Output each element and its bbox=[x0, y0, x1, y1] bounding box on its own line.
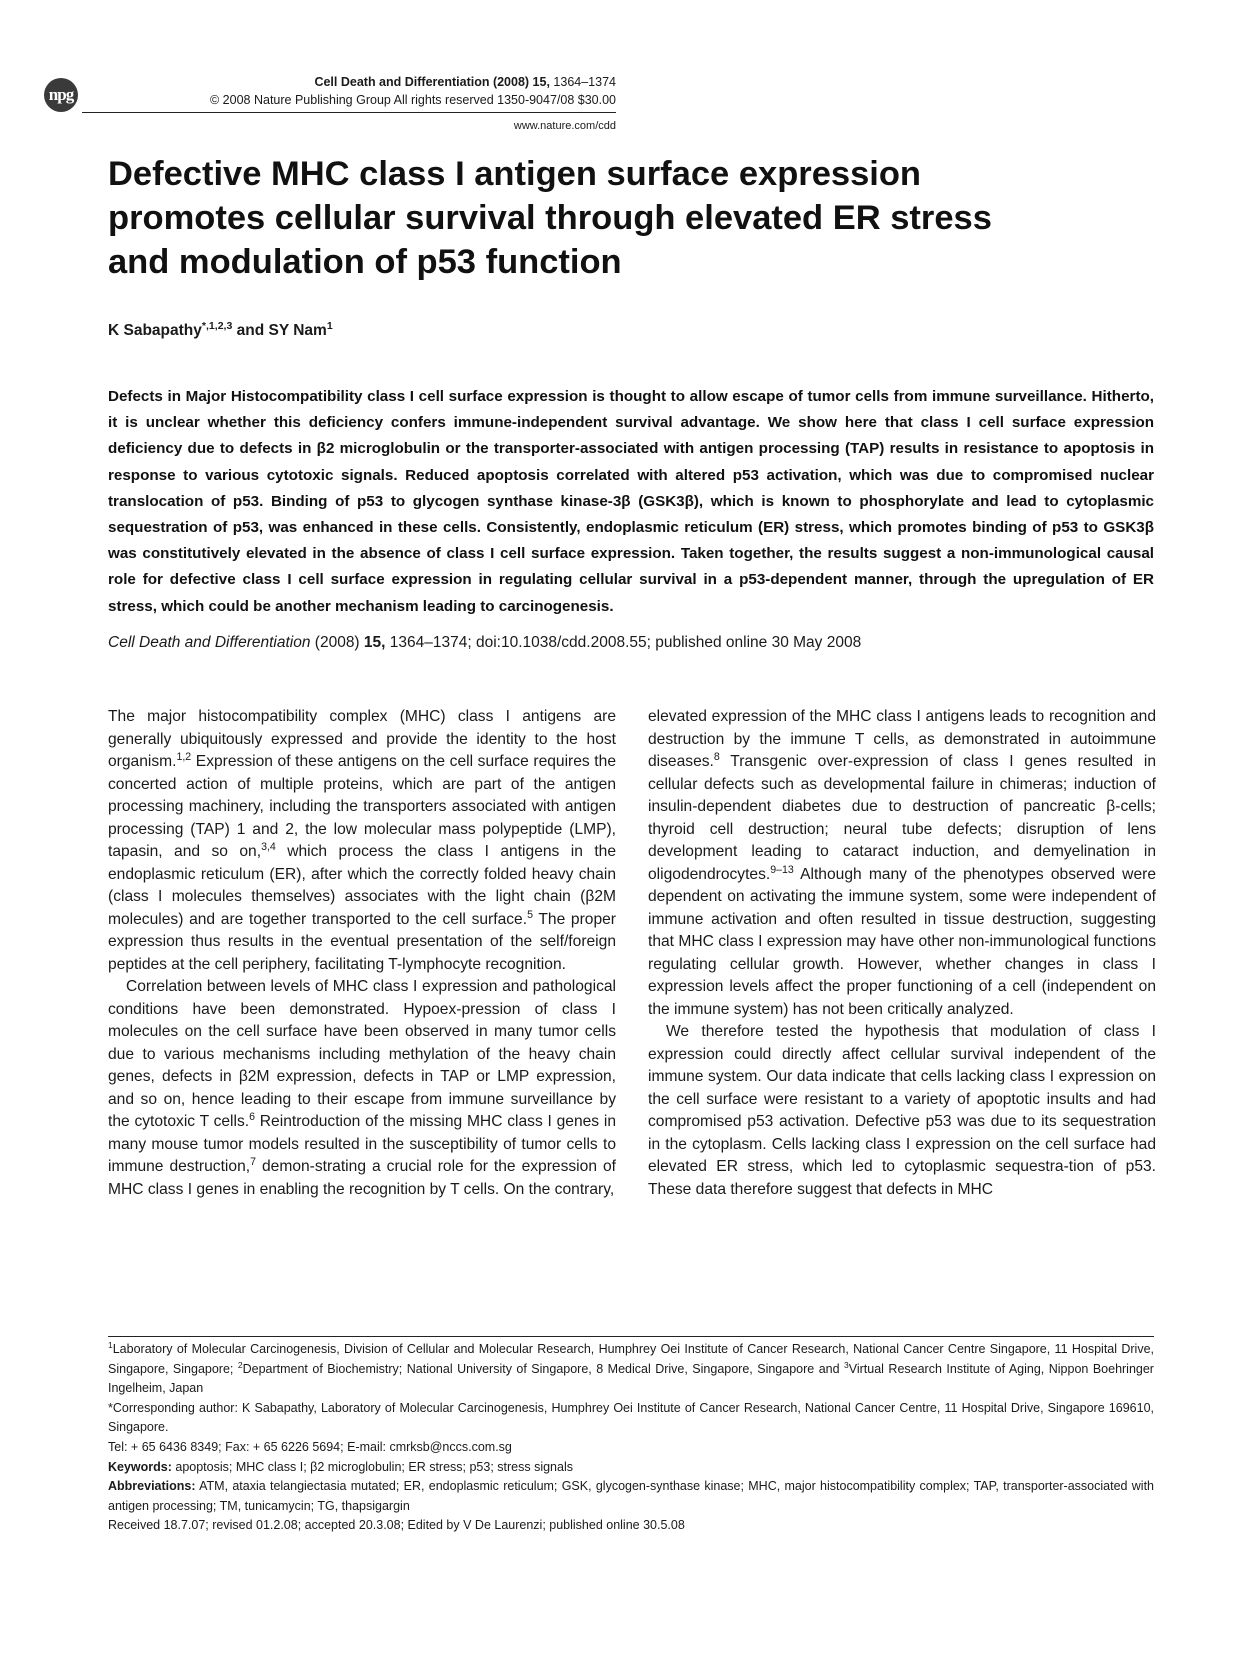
footnotes bbox=[108, 1340, 1154, 1536]
text-run: Virtual Research Institute of Aging, Nippon Boehringer Ingelheim, Japan bbox=[108, 1361, 1154, 1396]
author-separator: and bbox=[232, 322, 269, 339]
citation-journal: Cell Death and Differentiation bbox=[108, 634, 311, 651]
text-run: The proper expression thus results in the eventual presentation of the self/foreign peptides at the cell periphery, facilitating T-lymphocyte recognition. bbox=[108, 910, 616, 973]
reference-marker: 1,2 bbox=[176, 750, 192, 763]
reference-marker: 3,4 bbox=[261, 840, 276, 853]
author-affiliation-marker: 1 bbox=[326, 319, 333, 332]
footnote-label: Abbreviations: bbox=[108, 1479, 196, 1494]
text-run: Department of Biochemistry; National University of Singapore, 8 Medical Drive, Singapore, Singapore and bbox=[242, 1361, 845, 1376]
text-run: Tel: + 65 6436 8349; Fax: + 65 6226 5694; E-mail: cmrksb@nccs.com.sg bbox=[108, 1439, 512, 1454]
reference-marker: 3 bbox=[844, 1359, 849, 1370]
body-column-left bbox=[108, 706, 616, 1201]
footnote-paragraph bbox=[108, 1399, 1154, 1438]
text-run: Reintroduction of the missing MHC class I genes in many mouse tumor models resulted in the susceptibility of tumor cells to immune destruction, bbox=[108, 1113, 616, 1175]
text-run: Correlation between levels of MHC class I expression and pathological conditions have been demonstrated. Hypoex-pression of class I molecules on the cell surface have been observed in many tumor cells due to various mechanisms including methylation of the heavy chain genes, defects in β2M expression, defects in TAP or LMP expression, and so on, hence leading to their escape from immune surveillance by the cytotoxic T cells. bbox=[108, 978, 616, 1130]
text-run: Laboratory of Molecular Carcinogenesis, Division of Cellular and Molecular Research, Humphrey Oei Institute of Cancer Research, National Cancer Centre Singapore, 11 Hospital Drive, Singapore, Singapore; bbox=[108, 1342, 1154, 1376]
footnote-paragraph bbox=[108, 1438, 1154, 1458]
article-title bbox=[108, 152, 1158, 284]
reference-marker: 5 bbox=[527, 908, 533, 921]
text-run: Received 18.7.07; revised 01.2.08; accepted 20.3.08; Edited by V De Laurenzi; published online 30.5.08 bbox=[108, 1518, 685, 1533]
reference-marker: 1 bbox=[108, 1339, 113, 1350]
author-list bbox=[108, 319, 333, 340]
header-rule bbox=[82, 112, 616, 113]
copyright-notice: © 2008 Nature Publishing Group All rights reserved 1350-9047/08 $30.00 bbox=[210, 93, 616, 107]
citation-line bbox=[108, 634, 861, 652]
page-range: 1364–1374 bbox=[553, 75, 616, 89]
author-affiliation-marker: *,1,2,3 bbox=[201, 319, 233, 332]
citation-year: (2008) bbox=[310, 634, 364, 651]
body-paragraph bbox=[648, 1021, 1156, 1201]
footnote-paragraph bbox=[108, 1477, 1154, 1516]
text-run: We therefore tested the hypothesis that modulation of class I expression could directly affect cellular survival independent of the immune system. Our data indicate that cells lacking class I expression on the cell surface were resistant to a variety of apoptotic insults and had compromised p53 activation. Defective p53 was due to its sequestration in the cytoplasm. Cells lacking class I expression on the cell surface had elevated ER stress, which led to cytoplasmic sequestra-tion of p53. These data therefore suggest that defects in MHC bbox=[648, 1023, 1156, 1198]
footnote-paragraph bbox=[108, 1340, 1154, 1399]
reference-marker: 7 bbox=[250, 1155, 256, 1168]
text-run: *Corresponding author: K Sabapathy, Laboratory of Molecular Carcinogenesis, Humphrey Oei Institute of Cancer Research, National Cancer Centre, 11 Hospital Drive, Singapore 169610, Singapore. bbox=[108, 1400, 1154, 1435]
author-name: SY Nam bbox=[268, 322, 327, 339]
citation-details: 1364–1374; doi:10.1038/cdd.2008.55; published online 30 May 2008 bbox=[385, 634, 862, 651]
text-run: The major histocompatibility complex (MHC) class I antigens are generally ubiquitously expressed and provide the identity to the host organism. bbox=[108, 708, 616, 770]
footnote-label: Keywords: bbox=[108, 1459, 172, 1474]
text-run: Although many of the phenotypes observed were dependent on activating the immune system, some were independent of immune activation and often resulted in tissue destruction, suggesting that MHC class I expression may have other non-immunological functions regulating cellular growth. However, whether changes in class I expression levels affect the proper functioning of a cell (independent on the immune system) has not been critically analyzed. bbox=[648, 865, 1156, 1018]
text-run: Transgenic over-expression of class I genes resulted in cellular defects such as developmental failure in chimeras; induction of insulin-dependent diabetes due to destruction of pancreatic β-cells; thyroid cell destruction; neural tube defects; disruption of lens development leading to cataract induction, and demyelination in oligodendrocytes. bbox=[648, 753, 1156, 883]
title-line: and modulation of p53 function bbox=[108, 243, 622, 281]
citation-volume: 15, bbox=[363, 634, 386, 651]
text-run: ATM, ataxia telangiectasia mutated; ER, endoplasmic reticulum; GSK, glycogen-synthase kinase; MHC, major histocompatibility complex; TAP, transporter-associated with antigen processing; TM, tunicamycin; TG, thapsigargin bbox=[108, 1479, 1154, 1513]
footnote-paragraph bbox=[108, 1458, 1154, 1478]
footnote-rule bbox=[108, 1336, 1154, 1337]
body-column-right bbox=[648, 706, 1156, 1201]
footnote-paragraph bbox=[108, 1516, 1154, 1536]
body-paragraph bbox=[648, 706, 1156, 1021]
title-line: Defective MHC class I antigen surface expression bbox=[108, 155, 921, 193]
text-run: apoptosis; MHC class I; β2 microglobulin; ER stress; p53; stress signals bbox=[171, 1459, 573, 1474]
text-run: demon-strating a crucial role for the expression of MHC class I genes in enabling the recognition by T cells. On the contrary, bbox=[108, 1158, 616, 1198]
reference-marker: 6 bbox=[249, 1110, 256, 1123]
journal-name: Cell Death and Differentiation (2008) 15, bbox=[314, 75, 550, 89]
journal-reference bbox=[314, 75, 616, 89]
author-name: K Sabapathy bbox=[108, 322, 202, 339]
abstract: Defects in Major Histocompatibility class I cell surface expression is thought to allow escape of tumor cells from immune surveillance. Hitherto, it is unclear whether this deficiency confers immune-independent survival advantage. We show here that class I cell surface expression deficiency due to defects in β2 microglobulin or the transporter-associated with antigen processing (TAP) results in resistance to apoptosis in response to various cytotoxic signals. Reduced apoptosis correlated with altered p53 activation, which was due to compromised nuclear translocation of p53. Binding of p53 to glycogen synthase kinase-3β (GSK3β), which is known to phosphorylate and lead to cytoplasmic sequestration of p53, was enhanced in these cells. Consistently, endoplasmic reticulum (ER) stress, which promotes binding of p53 to GSK3β was constitutively elevated in the absence of class I cell surface expression. Taken together, the results suggest a non-immunological causal role for defective class I cell surface expression in regulating cellular survival in a p53-dependent manner, through the upregulation of ER stress, which could be another mechanism leading to carcinogenesis. bbox=[108, 388, 1154, 615]
npg-logo: npg bbox=[44, 78, 78, 112]
text-run: which process the class I antigens in the endoplasmic reticulum (ER), after which the correctly folded heavy chain (class I molecules themselves) associates with the light chain (β2M molecules) and are together transported to the cell surface. bbox=[108, 843, 617, 928]
reference-marker: 2 bbox=[237, 1359, 243, 1370]
reference-marker: 8 bbox=[713, 750, 720, 763]
body-paragraph bbox=[108, 706, 616, 976]
reference-marker: 9–13 bbox=[770, 863, 794, 876]
text-run: Expression of these antigens on the cell surface requires the concerted action of multiple proteins, which are part of the antigen processing machinery, including the transporters associated with antigen processing (TAP) 1 and 2, the low molecular mass polypeptide (LMP), tapasin, and so on, bbox=[108, 753, 616, 860]
title-line: promotes cellular survival through elevated ER stress bbox=[108, 199, 992, 237]
text-run: elevated expression of the MHC class I antigens leads to recognition and destruction by the immune T cells, as demonstrated in autoimmune diseases. bbox=[648, 708, 1156, 770]
body-paragraph bbox=[108, 976, 616, 1201]
journal-url-link[interactable]: www.nature.com/cdd bbox=[513, 120, 616, 132]
